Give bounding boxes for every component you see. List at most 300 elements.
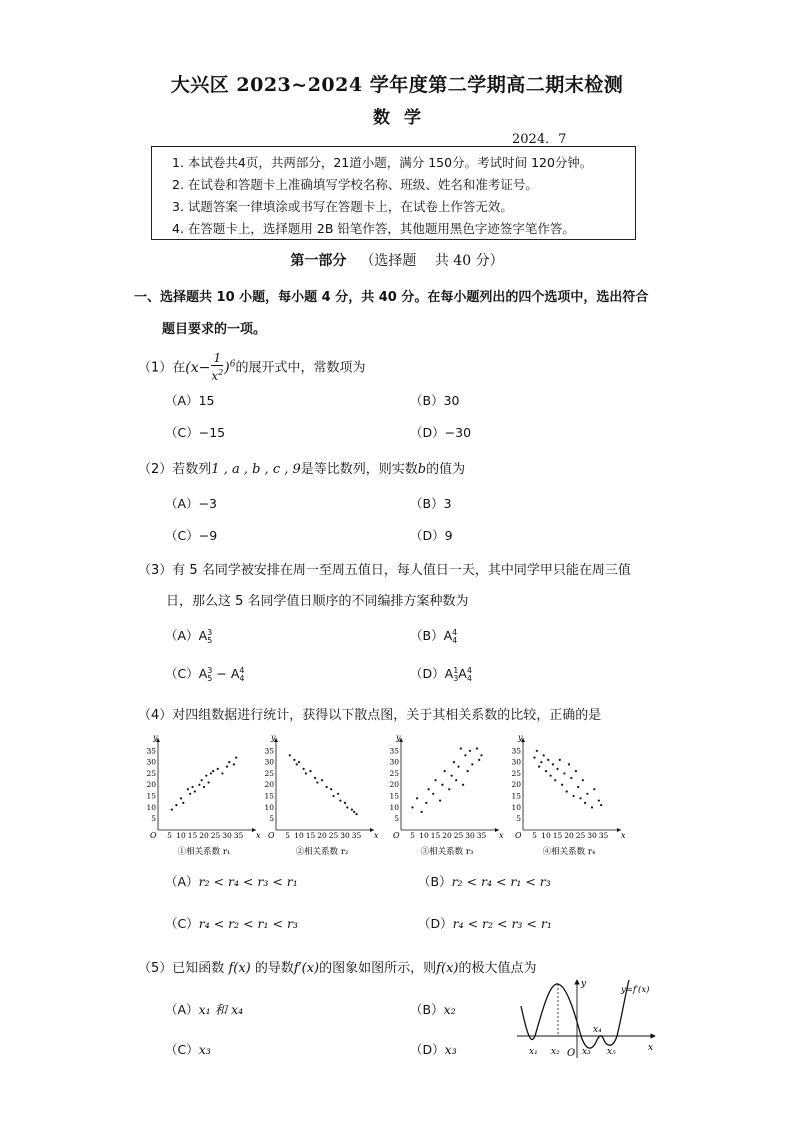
point-x3: x₃	[582, 1047, 591, 1057]
scatter-plot-4	[511, 733, 626, 857]
scatter-point	[212, 770, 214, 772]
scatter-point	[189, 793, 191, 795]
plot-caption: ①相关系数 r₁	[177, 847, 231, 857]
permutation	[199, 666, 213, 681]
scatter-point	[545, 770, 547, 772]
y-tick-label: 25	[264, 768, 274, 778]
option-text: r₂ < r₄ < r₃ < r₁	[198, 874, 298, 889]
scatter-point	[559, 759, 561, 761]
scatter-point	[453, 761, 455, 763]
question-text-mid-2: 的图象如图所示，则	[319, 961, 437, 976]
point-x4: x₄	[593, 1025, 602, 1035]
q4-option-b[interactable]	[418, 872, 551, 890]
option-label: （D）	[410, 425, 445, 440]
notice-line-1: 1. 本试卷共4页，共两部分，21道小题，满分 150分。考试时间 120分钟。	[172, 155, 593, 170]
question-text-post: 的展开式中，常数项为	[235, 360, 366, 376]
x-tick-label: 5	[167, 831, 172, 840]
scatter-point	[210, 772, 212, 774]
perm-sub: 4	[239, 673, 245, 683]
x-tick-label: 20	[317, 831, 327, 840]
y-tick-label: 30	[389, 757, 399, 767]
function-f-2: f(x)	[436, 961, 459, 976]
scatter-point	[411, 806, 413, 808]
scatter-point	[577, 786, 579, 788]
q5-option-c[interactable]	[165, 1040, 211, 1058]
scatter-point	[303, 768, 305, 770]
y-tick-label: 30	[264, 757, 274, 767]
derivative-graph	[515, 976, 660, 1060]
notice-box	[151, 146, 636, 240]
option-text: −3	[198, 496, 217, 511]
function-f: f(x)	[228, 961, 251, 976]
option-label: （A）	[165, 628, 199, 643]
option-label: （A）	[165, 874, 199, 889]
x-tick-label: 30	[587, 831, 597, 840]
scatter-point	[208, 781, 210, 783]
option-label: （B）	[410, 1002, 444, 1017]
plot-caption: ④相关系数 r₄	[542, 847, 596, 857]
scatter-point	[600, 804, 602, 806]
question-number: （3）	[138, 563, 173, 578]
x-tick-label: 15	[187, 831, 198, 840]
scatter-point	[538, 766, 540, 768]
scatter-point	[434, 779, 436, 781]
y-tick-label: 15	[511, 791, 521, 801]
exam-date: 2024．7	[512, 132, 567, 147]
perm-symbol: A	[198, 628, 208, 643]
q5-option-a[interactable]	[165, 1000, 243, 1018]
y-tick-label: 10	[264, 802, 274, 812]
scatter-point	[476, 747, 478, 749]
question-number: （4）	[138, 708, 173, 723]
scatter-point	[543, 754, 545, 756]
x-tick-label: 25	[453, 831, 464, 840]
q4-option-a[interactable]	[165, 872, 298, 890]
y-tick-label: 20	[511, 780, 521, 790]
perm-sub: 4	[452, 635, 458, 645]
x-tick-label: 25	[328, 831, 339, 840]
sequence: 1 , a , b , c , 9	[211, 462, 301, 477]
y-tick-label: 25	[511, 768, 521, 778]
x-axis-label: x	[499, 831, 504, 840]
scatter-point	[180, 797, 182, 799]
fraction	[211, 352, 223, 383]
option-label: （A）	[165, 496, 199, 511]
q4-option-c[interactable]	[165, 914, 298, 932]
scatter-point	[561, 784, 563, 786]
point-x2: x₂	[551, 1047, 560, 1057]
scatter-point	[573, 795, 575, 797]
scatter-point	[305, 772, 307, 774]
option-label: （C）	[165, 425, 199, 440]
x-tick-label: 30	[222, 831, 232, 840]
x-tick-label: 15	[430, 831, 441, 840]
y-tick-label: 5	[394, 814, 399, 824]
scatter-point	[591, 806, 593, 808]
x-tick-label: 35	[476, 831, 487, 840]
scatter-point	[171, 809, 173, 811]
perm-sup: 4	[452, 627, 458, 637]
scatter-point	[563, 772, 565, 774]
question-number: （5）	[138, 961, 173, 976]
scatter-point	[451, 775, 453, 777]
x-tick-label: 5	[410, 831, 415, 840]
q1-option-c[interactable]	[165, 423, 225, 441]
q1-option-b[interactable]	[410, 391, 459, 409]
scatter-point	[457, 766, 459, 768]
scatter-plot-1	[146, 733, 261, 857]
y-axis-label: y	[396, 733, 401, 742]
scatter-point	[353, 811, 355, 813]
scatter-point	[205, 775, 207, 777]
scatter-point	[198, 784, 200, 786]
scatter-point	[191, 786, 193, 788]
q3-option-b[interactable]	[410, 626, 457, 645]
expr-minus: −	[198, 359, 211, 376]
y-tick-label: 15	[264, 791, 274, 801]
y-tick-label: 35	[264, 746, 274, 756]
question-2	[138, 458, 465, 477]
y-axis-label: y	[518, 733, 523, 742]
question-number: （2）	[138, 462, 173, 477]
perm-sub: 3	[453, 673, 459, 683]
q5-option-d[interactable]	[410, 1040, 457, 1058]
scatter-point	[194, 790, 196, 792]
scatter-point	[460, 747, 462, 749]
q3-option-d[interactable]	[410, 664, 472, 683]
y-tick-label: 10	[511, 802, 521, 812]
perm-symbol: A	[198, 666, 208, 681]
scatter-point	[296, 763, 298, 765]
scatter-point	[326, 786, 328, 788]
y-tick-label: 20	[146, 780, 156, 790]
part-detail: （选择题 共 40 分）	[360, 253, 504, 269]
scatter-point	[464, 754, 466, 756]
y-tick-label: 20	[389, 780, 399, 790]
scatter-point	[228, 761, 230, 763]
option-label: （D）	[418, 916, 453, 931]
y-tick-label: 20	[264, 780, 274, 790]
q3-option-a[interactable]	[165, 626, 212, 645]
y-axis-label: y	[581, 979, 587, 989]
scatter-point	[289, 754, 291, 756]
section-instructions-line-2: 题目要求的一项。	[162, 322, 267, 337]
notice-line-3: 3. 试题答案一律填涂或书写在答题卡上，在试卷上作答无效。	[172, 199, 513, 214]
perm-sup: 4	[239, 665, 245, 675]
part-heading	[0, 250, 794, 270]
q5-option-b[interactable]	[410, 1000, 456, 1018]
scatter-point	[332, 795, 334, 797]
option-text: r₄ < r₂ < r₃ < r₁	[452, 916, 552, 931]
question-1: （1）在(x− $\frac{1}{x^2}$ )$^6$的展开式中，常数项为	[138, 351, 366, 383]
scatter-point	[298, 761, 300, 763]
option-label: （D）	[410, 528, 445, 543]
expr-exponent: 6	[229, 358, 236, 369]
option-label: （C）	[165, 916, 199, 931]
q2-option-a[interactable]	[165, 494, 217, 512]
notice-line-2: 2. 在试卷和答题卡上准确填写学校名称、班级、姓名和准考证号。	[172, 177, 538, 192]
x-tick-label: 10	[294, 831, 304, 840]
plot-caption: ③相关系数 r₃	[420, 847, 474, 857]
point-x1: x₁	[529, 1047, 538, 1057]
scatter-point	[547, 759, 549, 761]
scatter-point	[425, 802, 427, 804]
perm-symbol: A	[443, 628, 453, 643]
scatter-point	[533, 756, 535, 758]
scatter-point	[351, 809, 353, 811]
scatter-point	[314, 777, 316, 779]
scatter-point	[584, 802, 586, 804]
question-text: 若数列	[172, 462, 212, 477]
scatter-point	[552, 763, 554, 765]
x-tick-label: 20	[442, 831, 452, 840]
scatter-point	[416, 797, 418, 799]
scatter-point	[575, 770, 577, 772]
question-number: （1）	[138, 360, 173, 376]
perm-sup: 3	[207, 665, 213, 675]
option-label: （B）	[410, 628, 444, 643]
option-text: 15	[198, 393, 215, 408]
q1-option-a[interactable]	[165, 391, 214, 409]
y-tick-label: 15	[146, 791, 156, 801]
perm-sub: 5	[207, 635, 213, 645]
question-text-line-1: 有 5 名同学被安排在周一至周五值日，每人值日一天，其中同学甲只能在周三值	[172, 563, 631, 578]
y-tick-label: 5	[516, 814, 521, 824]
scatter-point	[540, 761, 542, 763]
question-text-mid: 的导数	[254, 961, 294, 976]
scatter-plot-3	[389, 733, 504, 857]
scatter-point	[550, 775, 552, 777]
scatter-point	[309, 770, 311, 772]
option-label: （B）	[418, 874, 452, 889]
perm-symbol: A	[444, 666, 454, 681]
question-text: 对四组数据进行统计，获得以下散点图，关于其相关系数的比较，正确的是	[172, 708, 602, 723]
scatter-point	[182, 802, 184, 804]
y-tick-label: 10	[146, 802, 156, 812]
question-text: 在	[172, 360, 186, 376]
question-text-post: 的值为	[426, 462, 466, 477]
scatter-point	[568, 763, 570, 765]
scatter-point	[226, 766, 228, 768]
scatter-point	[187, 788, 189, 790]
section-instructions-line-1: 一、选择题共 10 小题，每小题 4 分，共 40 分。在每小题列出的四个选项中，选出符合	[134, 290, 649, 305]
derivative-curve	[521, 980, 629, 1048]
option-text: x₂	[443, 1002, 456, 1017]
scatter-point	[293, 759, 295, 761]
y-tick-label: 30	[146, 757, 156, 767]
scatter-point	[201, 779, 203, 781]
option-label: （D）	[410, 1042, 445, 1057]
function-f-prime: f′(x)	[293, 961, 320, 976]
fraction-denominator-exponent: 2	[218, 368, 224, 377]
scatter-point	[428, 788, 430, 790]
x-tick-label: 15	[305, 831, 316, 840]
option-text: x₃	[444, 1042, 457, 1057]
x-tick-label: 5	[532, 831, 537, 840]
question-text: 已知函数	[172, 961, 225, 976]
perm-symbol: A	[230, 666, 240, 681]
option-text: 30	[443, 393, 460, 408]
scatter-point	[439, 799, 441, 801]
y-tick-label: 25	[389, 768, 399, 778]
question-3	[138, 559, 631, 578]
y-tick-label: 30	[511, 757, 521, 767]
q3-option-c[interactable]	[165, 664, 244, 683]
option-label: （D）	[410, 666, 445, 681]
x-axis-label: x	[621, 831, 626, 840]
origin-label: O	[150, 831, 157, 840]
scatter-point	[469, 750, 471, 752]
x-tick-label: 10	[176, 831, 186, 840]
perm-sub: 5	[207, 673, 213, 683]
expr-x: x	[190, 359, 199, 376]
y-axis-label: y	[271, 733, 276, 742]
x-tick-label: 25	[210, 831, 221, 840]
option-text: −30	[444, 425, 472, 440]
variable-b: b	[417, 462, 427, 477]
scatter-point	[330, 788, 332, 790]
scatter-point	[344, 802, 346, 804]
scatter-point	[432, 793, 434, 795]
scatter-point	[355, 813, 357, 815]
x-tick-label: 10	[419, 831, 429, 840]
perm-sup: 1	[453, 665, 459, 675]
scatter-point	[316, 781, 318, 783]
scatter-point	[339, 799, 341, 801]
question-5	[138, 957, 536, 976]
exam-title: 大兴区 2023~2024 学年度第二学期高二期末检测	[170, 74, 624, 96]
x-tick-label: 5	[285, 831, 290, 840]
y-tick-label: 35	[389, 746, 399, 756]
y-tick-label: 35	[146, 746, 156, 756]
y-tick-label: 35	[511, 746, 521, 756]
x-tick-label: 25	[575, 831, 586, 840]
x-axis-label: x	[374, 831, 379, 840]
permutation	[445, 666, 459, 681]
x-tick-label: 20	[199, 831, 209, 840]
perm-symbol: A	[458, 666, 467, 681]
scatter-point	[455, 779, 457, 781]
scatter-point	[462, 784, 464, 786]
x-tick-label: 30	[340, 831, 350, 840]
question-4	[138, 704, 601, 723]
x-tick-label: 20	[564, 831, 574, 840]
y-tick-label: 25	[146, 768, 156, 778]
plot-caption: ②相关系数 r₂	[295, 847, 349, 857]
scatter-point	[556, 768, 558, 770]
scatter-point	[467, 770, 469, 772]
scatter-point	[586, 793, 588, 795]
scatter-point	[217, 768, 219, 770]
q2-option-c[interactable]	[165, 526, 217, 544]
option-label: （C）	[165, 528, 199, 543]
y-tick-label: 5	[269, 814, 274, 824]
option-text: x₁ 和 x₄	[198, 1002, 244, 1017]
part-name: 第一部分	[290, 253, 347, 269]
y-tick-label: 15	[389, 791, 399, 801]
perm-sup: 3	[207, 627, 213, 637]
permutation-2	[458, 666, 472, 681]
option-label: （A）	[165, 1002, 199, 1017]
scatter-point	[175, 804, 177, 806]
option-text: 3	[443, 496, 452, 511]
option-text: −15	[198, 425, 226, 440]
question-text-mid: 是等比数列，则实数	[300, 462, 418, 477]
scatter-point	[235, 756, 237, 758]
q1-option-d[interactable]	[410, 423, 471, 441]
origin-label: O	[268, 831, 275, 840]
scatter-point	[593, 788, 595, 790]
option-label: （C）	[165, 1042, 199, 1057]
x-tick-label: 35	[598, 831, 609, 840]
scatter-point	[233, 763, 235, 765]
option-text: r₄ < r₂ < r₁ < r₃	[198, 916, 298, 931]
origin-label: O	[567, 1048, 576, 1059]
scatter-point	[346, 806, 348, 808]
permutation-2	[231, 666, 245, 681]
option-label: （B）	[410, 393, 444, 408]
y-axis-label: y	[153, 733, 158, 742]
scatter-point	[448, 788, 450, 790]
graph-label: y=f′(x)	[621, 985, 650, 995]
scatter-point	[582, 779, 584, 781]
scatter-point	[471, 763, 473, 765]
option-text: r₂ < r₄ < r₁ < r₃	[451, 874, 551, 889]
point-x5: x₅	[607, 1047, 616, 1057]
y-tick-label: 5	[151, 814, 156, 824]
option-label: （B）	[410, 496, 444, 511]
x-axis-label: x	[648, 1043, 654, 1053]
scatter-point	[444, 770, 446, 772]
question-text-post: 的极大值点为	[458, 961, 537, 976]
x-tick-label: 15	[552, 831, 563, 840]
q2-option-b[interactable]	[410, 494, 452, 512]
exam-subject: 数学	[373, 108, 435, 128]
x-tick-label: 30	[465, 831, 475, 840]
scatter-plots	[140, 732, 640, 864]
x-tick-label: 10	[541, 831, 551, 840]
permutation	[199, 628, 213, 643]
scatter-point	[566, 790, 568, 792]
scatter-point	[221, 772, 223, 774]
origin-label: O	[393, 831, 400, 840]
option-text: x₃	[198, 1042, 211, 1057]
scatter-point	[554, 779, 556, 781]
scatter-point	[421, 811, 423, 813]
fraction-denominator: x	[211, 369, 219, 383]
option-label: （A）	[165, 393, 199, 408]
y-tick-label: 10	[389, 802, 399, 812]
option-text: 9	[444, 528, 453, 543]
q2-option-d[interactable]	[410, 526, 453, 544]
x-tick-label: 35	[233, 831, 244, 840]
perm-sub: 4	[466, 673, 472, 683]
x-axis-label: x	[256, 831, 261, 840]
notice-line-4: 4. 在答题卡上，选择题用 2B 铅笔作答，其他题用黑色字迹签字笔作答。	[172, 221, 575, 236]
scatter-point	[441, 784, 443, 786]
perm-sup: 4	[466, 665, 472, 675]
scatter-point	[337, 793, 339, 795]
origin-label: O	[515, 831, 522, 840]
scatter-point	[579, 797, 581, 799]
scatter-point	[478, 759, 480, 761]
scatter-plot-2	[264, 733, 379, 857]
scatter-point	[598, 799, 600, 801]
option-label: （C）	[165, 666, 199, 681]
q4-option-d[interactable]	[418, 914, 552, 932]
question-3-line-2: 日，那么这 5 名同学值日顺序的不同编排方案种数为	[166, 594, 469, 609]
scatter-point	[480, 754, 482, 756]
